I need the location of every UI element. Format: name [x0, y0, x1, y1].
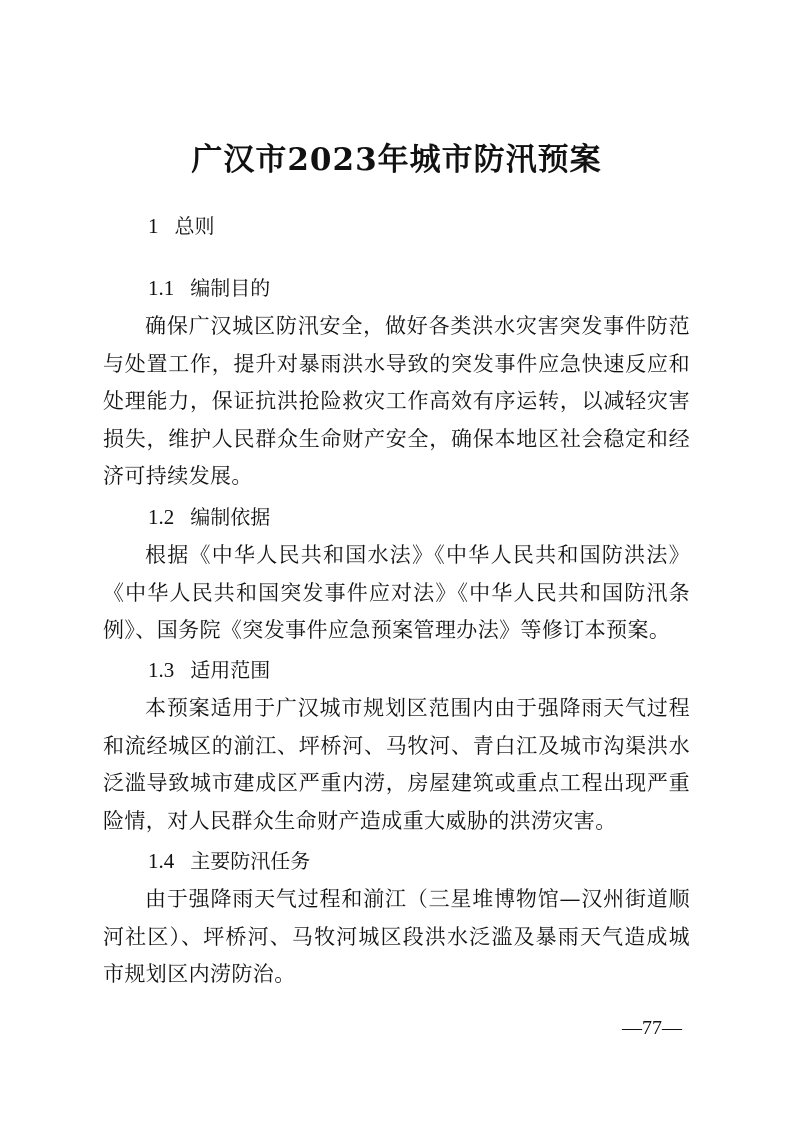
section-1-2-number: 1.2: [148, 505, 175, 529]
section-1-3-heading: [148, 655, 270, 685]
page-number: —77—: [622, 1017, 682, 1039]
section-1-3-label: 适用范围: [190, 658, 271, 682]
section-1-2-label: 编制依据: [190, 505, 271, 529]
section-1-4-heading: [148, 846, 310, 876]
section-1-2-paragraph: 根据《中华人民共和国水法》《中华人民共和国防洪法》《中华人民共和国突发事件应对法》《中华人民共和国防汛条例》、国务院《突发事件应急预案管理办法》等修订本预案。: [103, 543, 690, 642]
document-title: 广汉市2023年城市防汛预案: [191, 142, 602, 178]
section-1-4-label: 主要防汛任务: [190, 849, 311, 873]
section-1-4-number: 1.4: [148, 849, 175, 873]
section-1-label: 总则: [174, 214, 215, 238]
section-1-3-paragraph: 本预案适用于广汉城市规划区范围内由于强降雨天气过程和流经城区的湔江、坪桥河、马牧河、青白江及城市沟渠洪水泛滥导致城市建成区严重内涝，房屋建筑或重点工程出现严重险情，对人民群众生命财产造成重大威胁的洪涝灾害。: [103, 696, 690, 833]
section-1-1-label: 编制目的: [190, 276, 271, 300]
section-1-1-paragraph: 确保广汉城区防汛安全，做好各类洪水灾害突发事件防范与处置工作，提升对暴雨洪水导致的突发事件应急快速反应和处理能力，保证抗洪抢险救灾工作高效有序运转，以减轻灾害损失，维护人民群众生命财产安全，确保本地区社会稳定和经济可持续发展。: [103, 314, 690, 488]
section-1-heading: [148, 211, 215, 241]
section-1-number: 1: [148, 214, 159, 238]
section-1-1-number: 1.1: [148, 276, 175, 300]
section-1-1-heading: [148, 273, 270, 303]
section-1-4-paragraph: 由于强降雨天气过程和湔江（三星堆博物馆—汉州街道顺河社区）、坪桥河、马牧河城区段洪水泛滥及暴雨天气造成城市规划区内涝防治。: [103, 887, 690, 986]
section-1-2-heading: [148, 502, 270, 532]
section-1-3-number: 1.3: [148, 658, 175, 682]
